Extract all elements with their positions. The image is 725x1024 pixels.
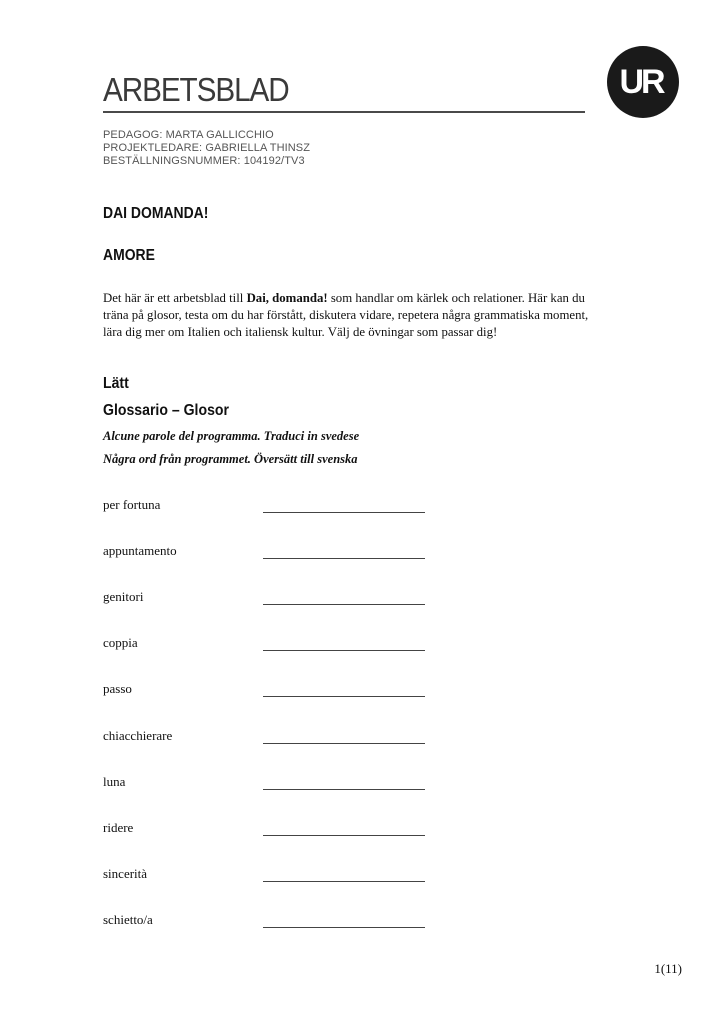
glossary-word: genitori — [103, 589, 144, 605]
instruction-italian: Alcune parole del programma. Traduci in svedese — [103, 429, 360, 443]
glossary-word: luna — [103, 773, 126, 789]
translation-blank[interactable] — [263, 650, 425, 651]
translation-blank[interactable] — [263, 881, 425, 882]
episode-title: AMORE — [103, 247, 155, 264]
glossary-word: per fortuna — [103, 497, 161, 512]
glossary-word: coppia — [103, 635, 138, 651]
meta-order-number: BESTÄLLNINGSNUMMER: 104192/TV3 — [103, 155, 305, 167]
logo-text: UR — [619, 62, 663, 101]
glossary-word: chiacchierare — [103, 727, 173, 743]
glossary-word: passo — [103, 681, 132, 697]
meta-projektledare: PROJEKTLEDARE: GABRIELLA THINSZ — [103, 142, 311, 154]
intro-paragraph — [103, 290, 593, 341]
title-divider — [103, 111, 585, 113]
translation-blank[interactable] — [263, 835, 425, 836]
translation-blank[interactable] — [263, 789, 425, 790]
glossary-word: schietto/a — [103, 911, 153, 927]
translation-blank[interactable] — [263, 696, 425, 697]
glossary-word: appuntamento — [103, 543, 177, 559]
translation-blank[interactable] — [263, 927, 425, 928]
ur-logo — [607, 46, 679, 118]
translation-blank[interactable] — [263, 604, 425, 605]
intro-text-after: som handlar om kärlek och relationer. Här kan du träna på glosor, testa om du har förstått, diskutera vidare, repetera några grammatiska moment, lära dig mer om Italien och italiensk kultur. Välj de övningar som passar dig! — [103, 291, 589, 339]
glossary-word: ridere — [103, 819, 134, 835]
translation-blank[interactable] — [263, 558, 425, 559]
exercise-title: Glossario – Glosor — [103, 402, 229, 419]
translation-blank[interactable] — [263, 512, 425, 513]
instruction-swedish: Några ord från programmet. Översätt till svenska — [103, 452, 358, 466]
level-heading: Lätt — [103, 375, 129, 392]
page-number: 1(11) — [654, 961, 682, 976]
intro-program-name: Dai, domanda! — [246, 291, 328, 305]
translation-blank[interactable] — [263, 743, 425, 744]
glossary-word: sincerità — [103, 865, 148, 881]
intro-text-before: Det här är ett arbetsblad till — [103, 291, 247, 305]
program-title: DAI DOMANDA! — [103, 205, 209, 222]
meta-pedagog: PEDAGOG: MARTA GALLICCHIO — [103, 129, 274, 141]
document-title: ARBETSBLAD — [103, 71, 289, 108]
